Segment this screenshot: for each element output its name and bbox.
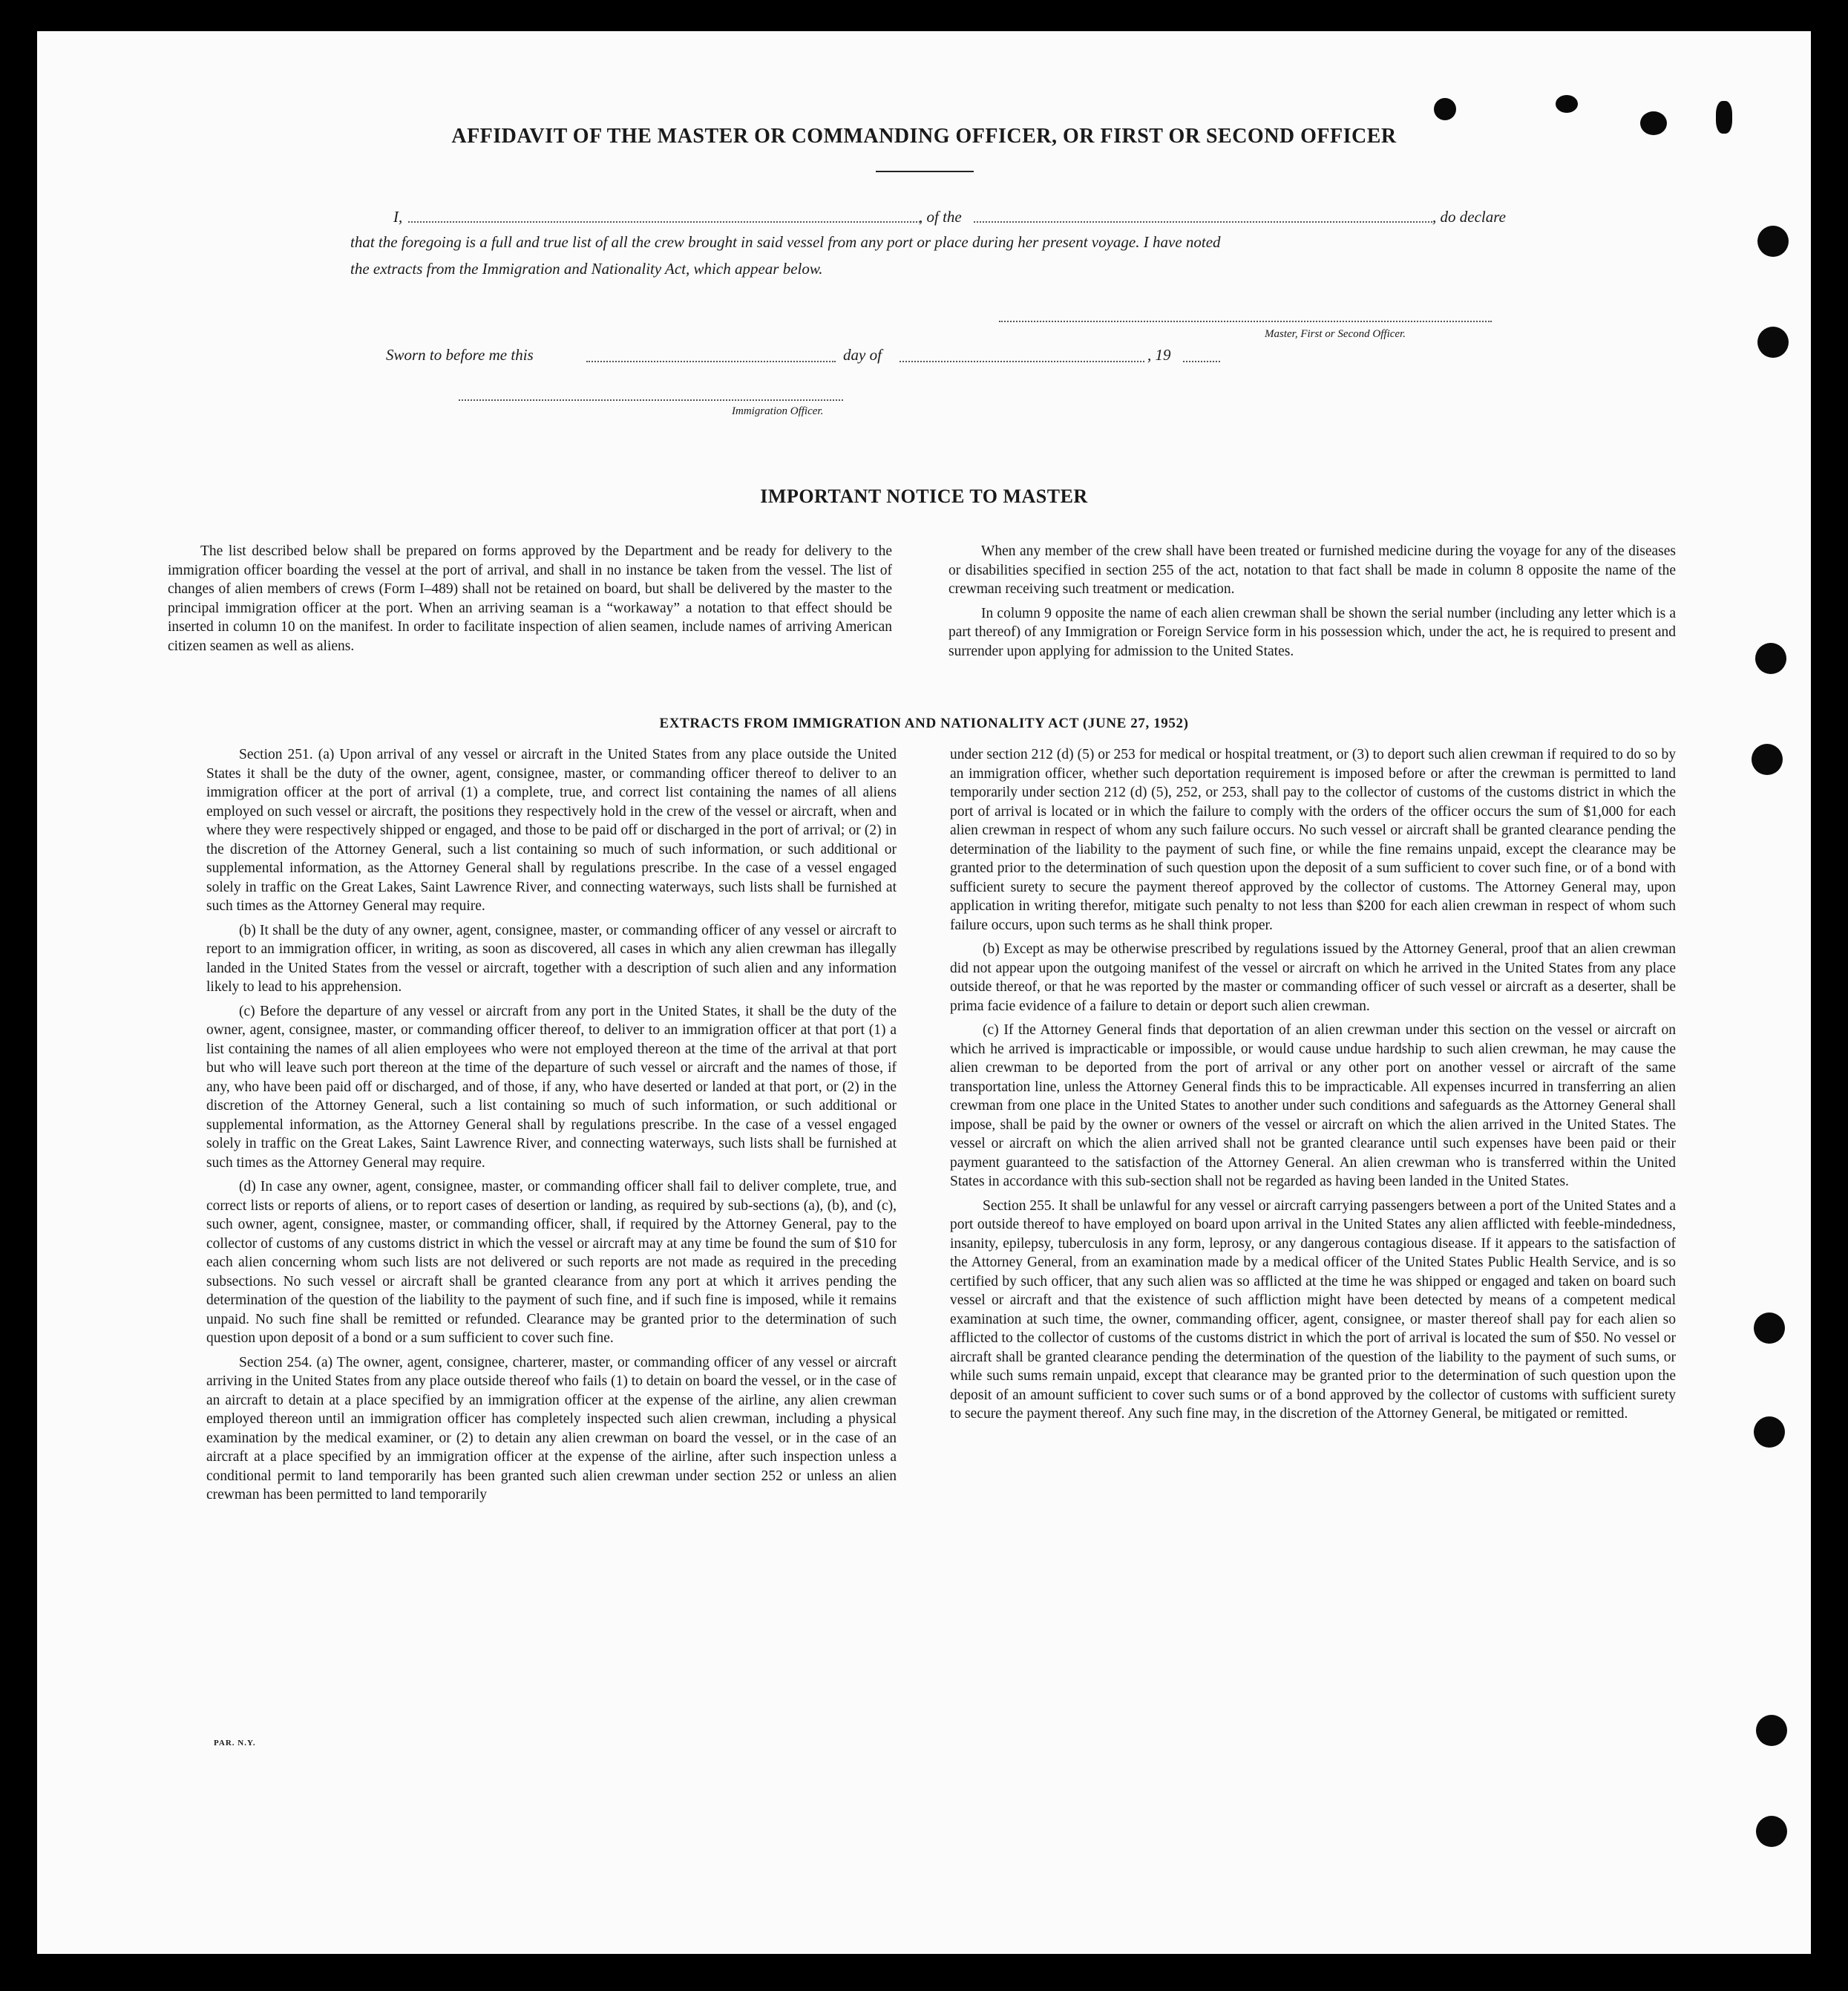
affidavit-statement-line: the extracts from the Immigration and Nationality Act, which appear below. — [350, 260, 823, 278]
printer-mark: PAR. N.Y. — [214, 1739, 256, 1748]
punch-hole — [1756, 1816, 1787, 1847]
punch-hole — [1755, 643, 1786, 674]
declarant-name-field[interactable] — [408, 221, 920, 223]
sworn-month-field[interactable] — [900, 361, 1144, 362]
affidavit-title: AFFIDAVIT OF THE MASTER OR COMMANDING OFFICER, OR FIRST OR SECOND OFFICER — [451, 125, 1397, 148]
punch-hole — [1757, 226, 1789, 257]
immigration-officer-label: Immigration Officer. — [732, 405, 824, 417]
punch-hole — [1752, 744, 1783, 775]
act-paragraph: (b) It shall be the duty of any owner, agent, consignee, master, or commanding officer of any vessel or aircraft to report to an immigration officer, in writing, as soon as discovered, all cases in which any alien crewman has illegally landed in the United States from the vessel or aircraft, together with a description of such alien and any information likely to lead to his apprehension. — [206, 922, 897, 995]
ink-smudge — [1556, 95, 1578, 113]
notice-left-column — [168, 542, 892, 661]
year-label: , 19 — [1147, 346, 1171, 364]
punch-hole — [1754, 1312, 1785, 1344]
act-paragraph: (c) If the Attorney General finds that deportation of an alien crewman under this section on the vessel or aircraft on which he arrived is impracticable or impossible, or would cause undue hardship to such alien crewman, he may cause the alien crewman to be deported from the port of arrival or any other port on another vessel or aircraft of the same transportation line, unless the Attorney General finds this to be impracticable. All expenses incurred in transferring an alien crewman from one place in the United States to another under such conditions and safeguards as the Attorney General shall impose, shall be paid by the owner or owners of the vessel or aircraft on which the alien arrived in the United States. The vessel or aircraft on which the alien arrived shall not be granted clearance until such expenses have been paid or their payment guaranteed to the satisfaction of the Attorney General. An alien crewman who is transferred within the United States in accordance with this sub-section shall not be regarded as having been landed in the United States. — [950, 1022, 1676, 1189]
notice-paragraph: In column 9 opposite the name of each alien crewman shall be shown the serial number (including any letter which is a part thereof) of any Immigration or Foreign Service form in his possession which, under the act, he is required to present and surrender upon applying for admission to the United States. — [948, 605, 1676, 659]
day-of-label: day of — [843, 346, 882, 364]
master-signature-label: Master, First or Second Officer. — [1265, 328, 1406, 340]
notice-title: IMPORTANT NOTICE TO MASTER — [760, 486, 1088, 507]
affidavit-declare-label: , do declare — [1432, 208, 1506, 226]
affidavit-of-the-label: , of the — [919, 208, 962, 226]
notice-paragraph: The list described below shall be prepared on forms approved by the Department and be ready for delivery to the immigration officer boarding the vessel at the port of arrival, and shall in no instance be taken from the vessel. The list of changes of alien members of crews (Form I–489) shall not be retained on board, but shall be delivered by the master to the principal immigration officer at the port. When an arriving seaman is a “workaway” a notation to that effect should be inserted in column 10 on the manifest. In order to facilitate inspection of alien seamen, include names of arriving American citizen seamen as well as aliens. — [168, 543, 892, 654]
act-paragraph: (c) Before the departure of any vessel or aircraft from any port in the United States, it shall be the duty of the owner, agent, consignee, master, or commanding officer thereof, to deliver to an immigration officer at that port (1) a list containing the names of all alien employees who were not employed thereon at the time of the arrival at that port but who will leave such port thereon at the time of the departure of such vessel or aircraft and the names of those, if any, who have been paid off or discharged, and of those, if any, who have deserted or landed at that port, or (2) in the discretion of the Attorney General, such a list containing so much of such information, or such additional or supplemental information, as the Attorney General shall by regulations prescribe. In the case of a vessel engaged solely in traffic on the Great Lakes, Saint Lawrence River, and connecting waterways, such lists shall be furnished at such times as the Attorney General may require. — [206, 1003, 897, 1171]
sworn-year-field[interactable] — [1183, 361, 1220, 362]
immigration-officer-signature-field[interactable] — [459, 399, 843, 401]
act-paragraph: Section 251. (a) Upon arrival of any vessel or aircraft in the United States from any place outside the United States it shall be the duty of the owner, agent, consignee, master, or commanding officer thereof to deliver to an immigration officer at the port of arrival (1) a complete, true, and correct list containing the names of all aliens employed on such vessel or aircraft, the positions they respectively hold in the crew of the vessel or aircraft, when and where they were respectively shipped or engaged, and those to be paid off or discharged in the port of arrival; or (2) in the discretion of the Attorney General, such a list containing so much of such information, or such additional or supplemental information, as the Attorney General shall by regulations prescribe. In the case of a vessel engaged solely in traffic on the Great Lakes, Saint Lawrence River, and connecting waterways, such lists shall be furnished at such times as the Attorney General may require. — [206, 747, 897, 914]
title-divider — [876, 171, 974, 172]
punch-hole — [1756, 1715, 1787, 1746]
notice-right-column — [948, 542, 1676, 666]
sworn-label: Sworn to before me this — [386, 346, 534, 364]
notice-paragraph: When any member of the crew shall have been treated or furnished medicine during the voyage for any of the diseases or disabilities specified in section 255 of the act, notation to that fact shall be made in column 8 opposite the name of the crewman receiving such treatment or medication. — [948, 543, 1676, 597]
extracts-title: EXTRACTS FROM IMMIGRATION AND NATIONALITY ACT (JUNE 27, 1952) — [659, 716, 1189, 731]
ink-smudge — [1434, 98, 1456, 120]
punch-hole — [1754, 1416, 1785, 1448]
document-page — [37, 31, 1811, 1954]
act-paragraph: Section 255. It shall be unlawful for any vessel or aircraft carrying passengers between a port of the United States and a port outside thereof to have employed on board upon arrival in the United States any alien afflicted with feeble-mindedness, insanity, epilepsy, tuberculosis in any form, leprosy, or any dangerous contagious disease. If it appears to the satisfaction of the Attorney General, from an examination made by a medical officer of the United States Public Health Service, and is so certified by such officer, that any such alien was so afflicted at the time he was shipped or engaged and taken on board such vessel or aircraft and that the existence of such affliction might have been detected by means of a competent medical examination at such time, the owner, commanding officer, agent, consignee, or master thereof shall pay for each alien so afflicted to the collector of customs of the customs district in which the port of arrival is located the sum of $50. No vessel or aircraft shall be granted clearance pending the determination of the question of the liability to the payment of such sums, or while such sums remain unpaid, except that clearance may be granted prior to the determination of such question upon the deposit of an amount sufficient to cover such sums or of a bond approved by the collector of customs with sufficient surety to secure the payment thereof. Any such fine may, in the discretion of the Attorney General, be mitigated or remitted. — [950, 1197, 1676, 1422]
sworn-day-field[interactable] — [586, 361, 836, 362]
extracts-left-column — [206, 745, 897, 1510]
vessel-name-field[interactable] — [974, 221, 1432, 223]
act-paragraph: (b) Except as may be otherwise prescribed by regulations issued by the Attorney General, proof that an alien crewman did not appear upon the outgoing manifest of the vessel or aircraft on which he arrived in the United States from any place outside thereof, or that he was reported by the master or commanding officer of such vessel or aircraft as a deserter, shall be prima facie evidence of a failure to detain or deport such alien crewman. — [950, 941, 1676, 1014]
affidavit-i-label: I, — [393, 208, 403, 226]
act-paragraph: (d) In case any owner, agent, consignee, master, or commanding officer shall fail to deliver complete, true, and correct lists or reports of aliens, or to report cases of desertion or landing, as required by sub-sections (a), (b), and (c), such owner, agent, consignee, master, or commanding officer, shall, if required by the Attorney General, pay to the collector of customs of any customs district in which the vessel or aircraft may at any time be found the sum of $10 for each alien concerning whom such lists are not delivered or such reports are not made as required in the preceding subsections. No such vessel or aircraft shall be granted clearance from any port at which it arrives pending the determination of the question of the liability to the payment of such fine, and if such fine is imposed, while it remains unpaid. No such fine shall be remitted or refunded. Clearance may be granted prior to the determination of such question upon deposit of a bond or a sum sufficient to cover such fine. — [206, 1179, 897, 1346]
punch-hole — [1757, 327, 1789, 358]
act-paragraph: Section 254. (a) The owner, agent, consignee, charterer, master, or commanding officer of any vessel or aircraft arriving in the United States from any place outside thereof who fails (1) to detain on board the vessel, or in the case of an aircraft to detain at a place specified by an immigration officer at the expense of the airline, any alien crewman employed thereon until an immigration officer has completely inspected such alien crewman, including a physical examination by the medical examiner, or (2) to detain any alien crewman on board the vessel, or in the case of an aircraft at a place specified by an immigration officer at the expense of the airline, after such inspection unless a conditional permit to land temporarily has been granted such alien crewman under section 252 or unless an alien crewman has been permitted to land temporarily — [206, 1354, 897, 1503]
affidavit-statement-line: that the foregoing is a full and true list of all the crew brought in said vessel from any port or place during her present voyage. I have noted — [350, 233, 1221, 251]
master-signature-field[interactable] — [999, 321, 1492, 322]
act-paragraph: under section 212 (d) (5) or 253 for medical or hospital treatment, or (3) to deport such alien crewman if required to do so by an immigration officer, whether such deportation requirement is imposed before or after the crewman is permitted to land temporarily under section 212 (d) (5), 252, or 253, shall pay to the collector of customs of the customs district in which the port of arrival is located or in which the failure to comply with the orders of the officer occurs the sum of $1,000 for each alien crewman in respect of whom any such failure occurs. No such vessel or aircraft shall be granted clearance pending the determination of the liability to the payment of such fine, or while the fine remains unpaid, except the clearance may be granted prior to the determination of such question upon the deposit of a sum sufficient to cover such fine, or of a bond with sufficient surety to secure the payment thereof approved by the collector of customs. The Attorney General may, upon application in writing therefor, mitigate such penalty to not less than $200 for each alien crewman in respect of whom such failure occurs, upon such terms as he shall think proper. — [950, 747, 1676, 933]
extracts-right-column — [950, 745, 1676, 1429]
